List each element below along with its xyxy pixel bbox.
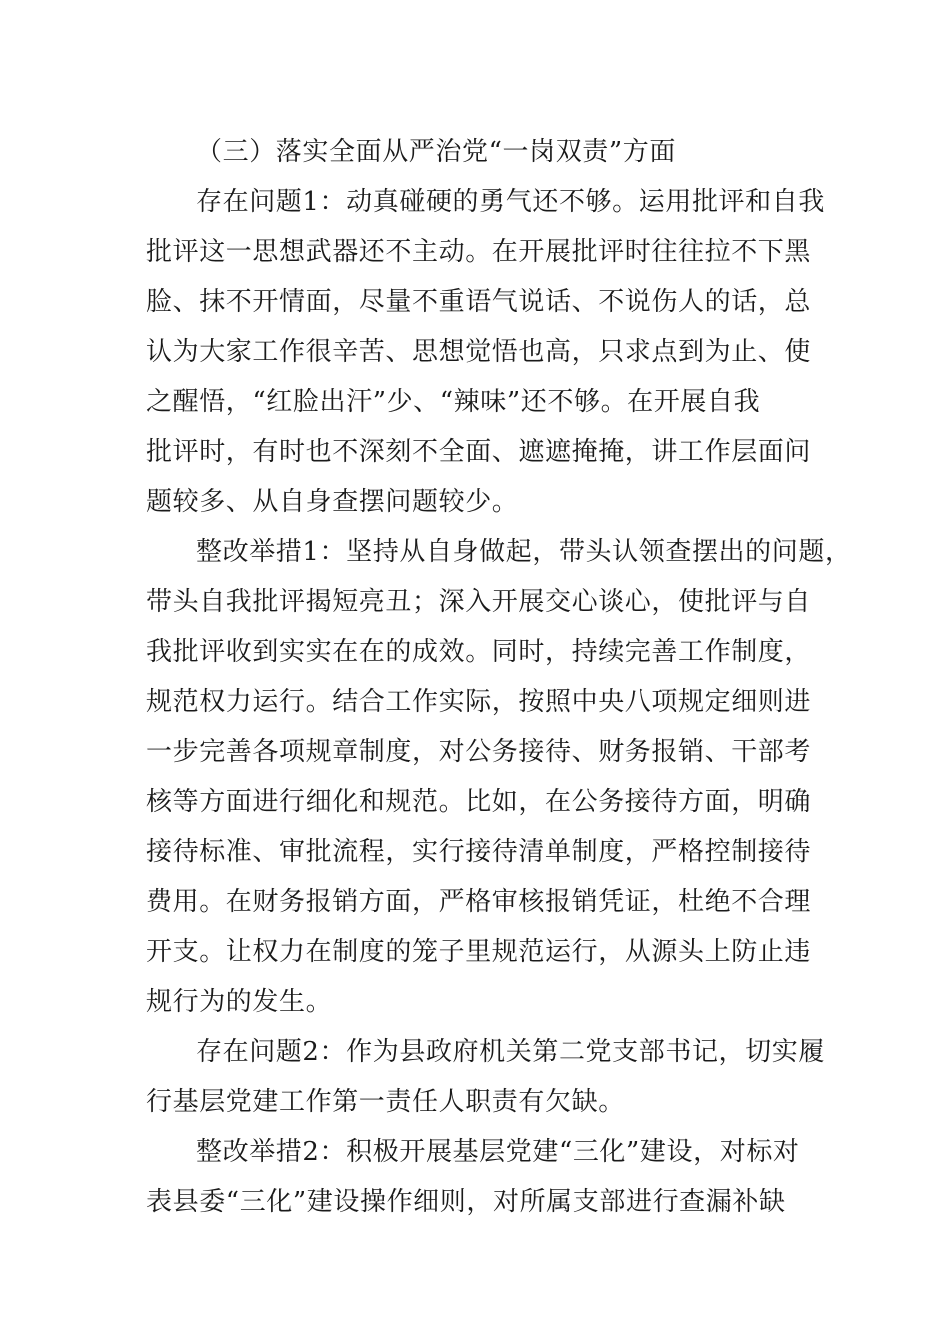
paragraph-line: 开支。让权力在制度的笼子里规范运行，从源头上防止违 [146,937,812,967]
paragraph-line: 表县委“三化”建设操作细则，对所属支部进行查漏补缺 [146,1187,786,1217]
paragraph-line: 存在问题2：作为县政府机关第二党支部书记，切实履 [196,1037,825,1067]
paragraph-line: 一步完善各项规章制度，对公务接待、财务报销、干部考 [146,737,812,767]
paragraph-line: 整改举措1：坚持从自身做起，带头认领查摆出的问题， [196,537,852,567]
paragraph-line: 整改举措2：积极开展基层党建“三化”建设，对标对 [196,1137,800,1167]
paragraph-line: 行基层党建工作第一责任人职责有欠缺。 [146,1087,625,1117]
paragraph-line: 核等方面进行细化和规范。比如，在公务接待方面，明确 [146,787,812,817]
paragraph-line: 我批评收到实实在在的成效。同时，持续完善工作制度， [146,637,812,667]
paragraph-line: 认为大家工作很辛苦、思想觉悟也高，只求点到为止、使 [146,337,812,367]
paragraph-line: 带头自我批评揭短亮丑；深入开展交心谈心，使批评与自 [146,587,812,617]
paragraph-line: 规行为的发生。 [146,987,333,1017]
paragraph-line: 批评时，有时也不深刻不全面、遮遮掩掩，讲工作层面问 [146,437,812,467]
paragraph-line: 费用。在财务报销方面，严格审核报销凭证，杜绝不合理 [146,887,812,917]
paragraph-line: 规范权力运行。结合工作实际，按照中央八项规定细则进 [146,687,812,717]
paragraph-line: 批评这一思想武器还不主动。在开展批评时往往拉不下黑 [146,237,812,267]
paragraph-line: 脸、抹不开情面，尽量不重语气说话、不说伤人的话，总 [146,287,812,317]
paragraph-line: 存在问题1：动真碰硬的勇气还不够。运用批评和自我 [196,187,825,217]
paragraph-line: 之醒悟，“红脸出汗”少、“辣味”还不够。在开展自我 [146,387,761,417]
paragraph-line: 题较多、从自身查摆问题较少。 [146,487,519,517]
paragraph-line: 接待标准、审批流程，实行接待清单制度，严格控制接待 [146,837,812,867]
section-heading: （三）落实全面从严治党“一岗双责”方面 [196,137,676,167]
